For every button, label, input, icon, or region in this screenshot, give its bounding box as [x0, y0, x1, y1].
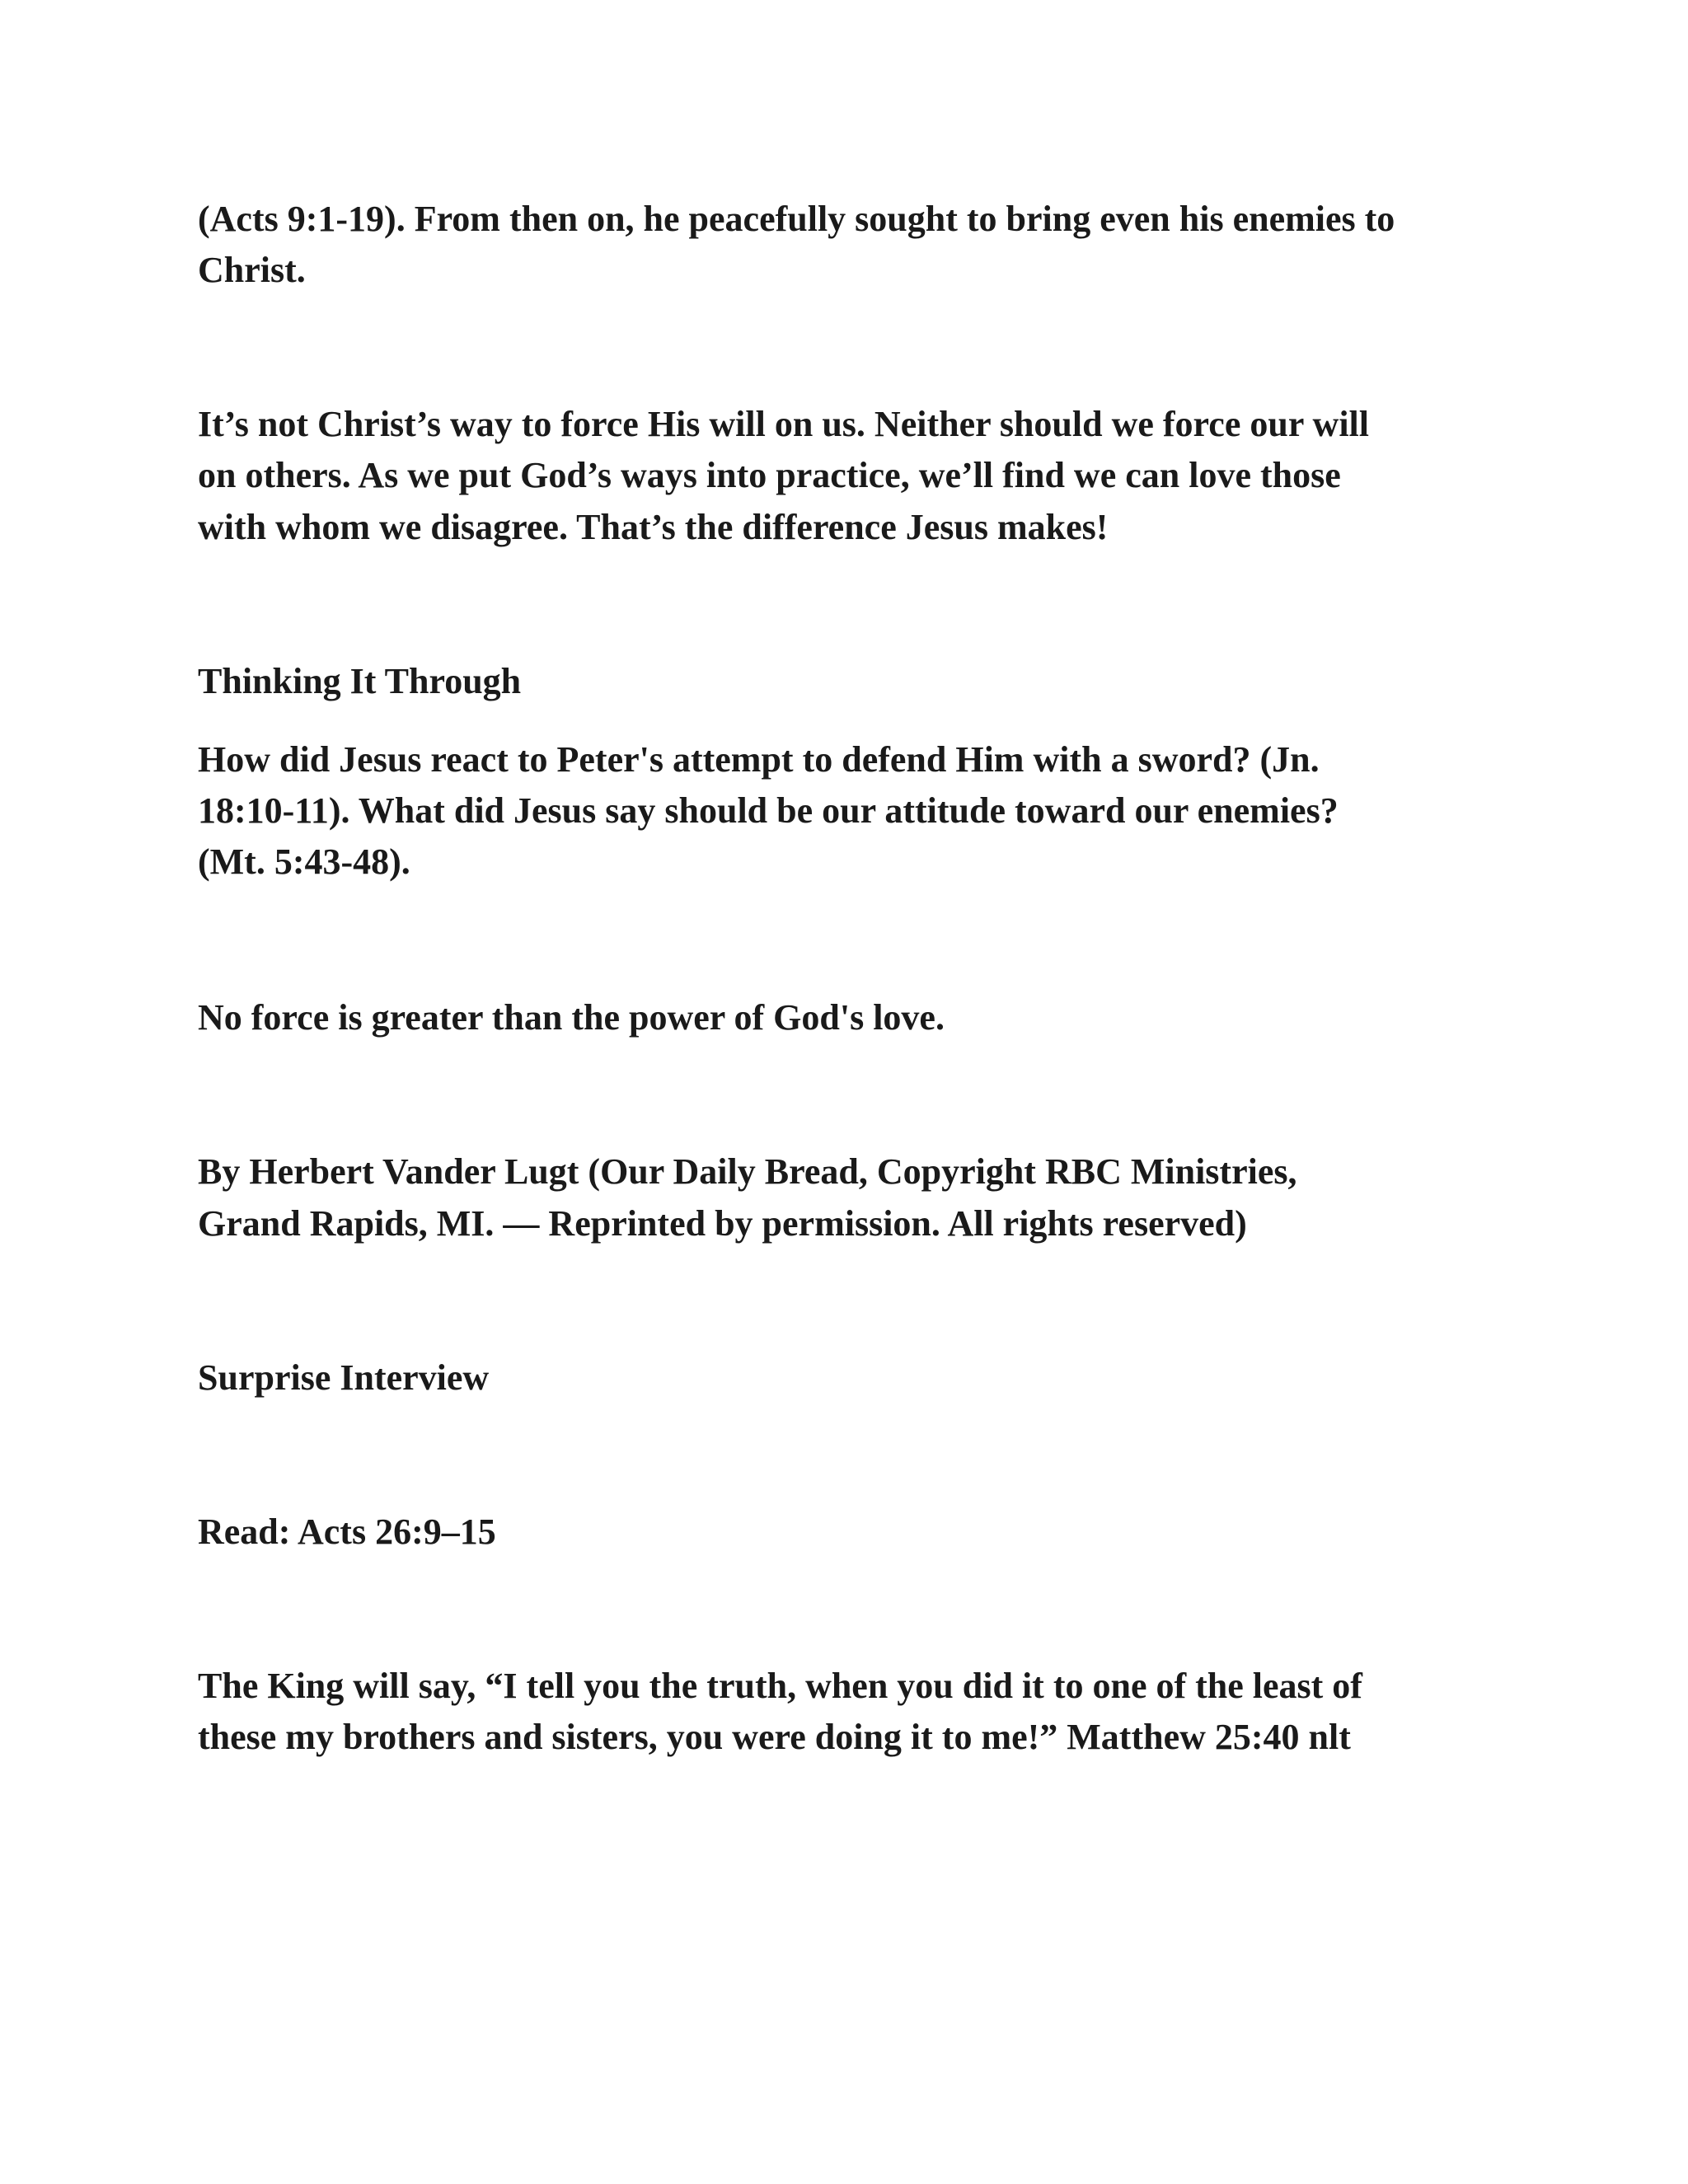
paragraph-line: on others. As we put God’s ways into practice, we’ll find we can love those	[198, 455, 1341, 495]
paragraph-line: Christ.	[198, 250, 306, 290]
key-verse-line: The King will say, “I tell you the truth, when you did it to one of the least of	[198, 1666, 1362, 1706]
paragraph-line: It’s not Christ’s way to force His will on us. Neither should we force our will	[198, 404, 1369, 444]
section-heading: Thinking It Through	[198, 661, 522, 701]
paragraph-line: with whom we disagree. That’s the difference Jesus makes!	[198, 507, 1109, 547]
byline-line: By Herbert Vander Lugt (Our Daily Bread, Copyright RBC Ministries,	[198, 1151, 1297, 1192]
article-title: Surprise Interview	[198, 1357, 490, 1398]
byline-line: Grand Rapids, MI. — Reprinted by permission. All rights reserved)	[198, 1203, 1247, 1244]
question-line: How did Jesus react to Peter's attempt to defend Him with a sword? (Jn.	[198, 739, 1320, 780]
read-reference: Read: Acts 26:9–15	[198, 1511, 496, 1552]
question-line: 18:10-11). What did Jesus say should be our attitude toward our enemies?	[198, 790, 1339, 831]
question-line: (Mt. 5:43-48).	[198, 841, 410, 882]
closing-thought: No force is greater than the power of God's love.	[198, 997, 945, 1038]
key-verse-line: these my brothers and sisters, you were doing it to me!” Matthew 25:40 nlt	[198, 1717, 1351, 1757]
paragraph-line: (Acts 9:1-19). From then on, he peacefully sought to bring even his enemies to	[198, 199, 1395, 239]
